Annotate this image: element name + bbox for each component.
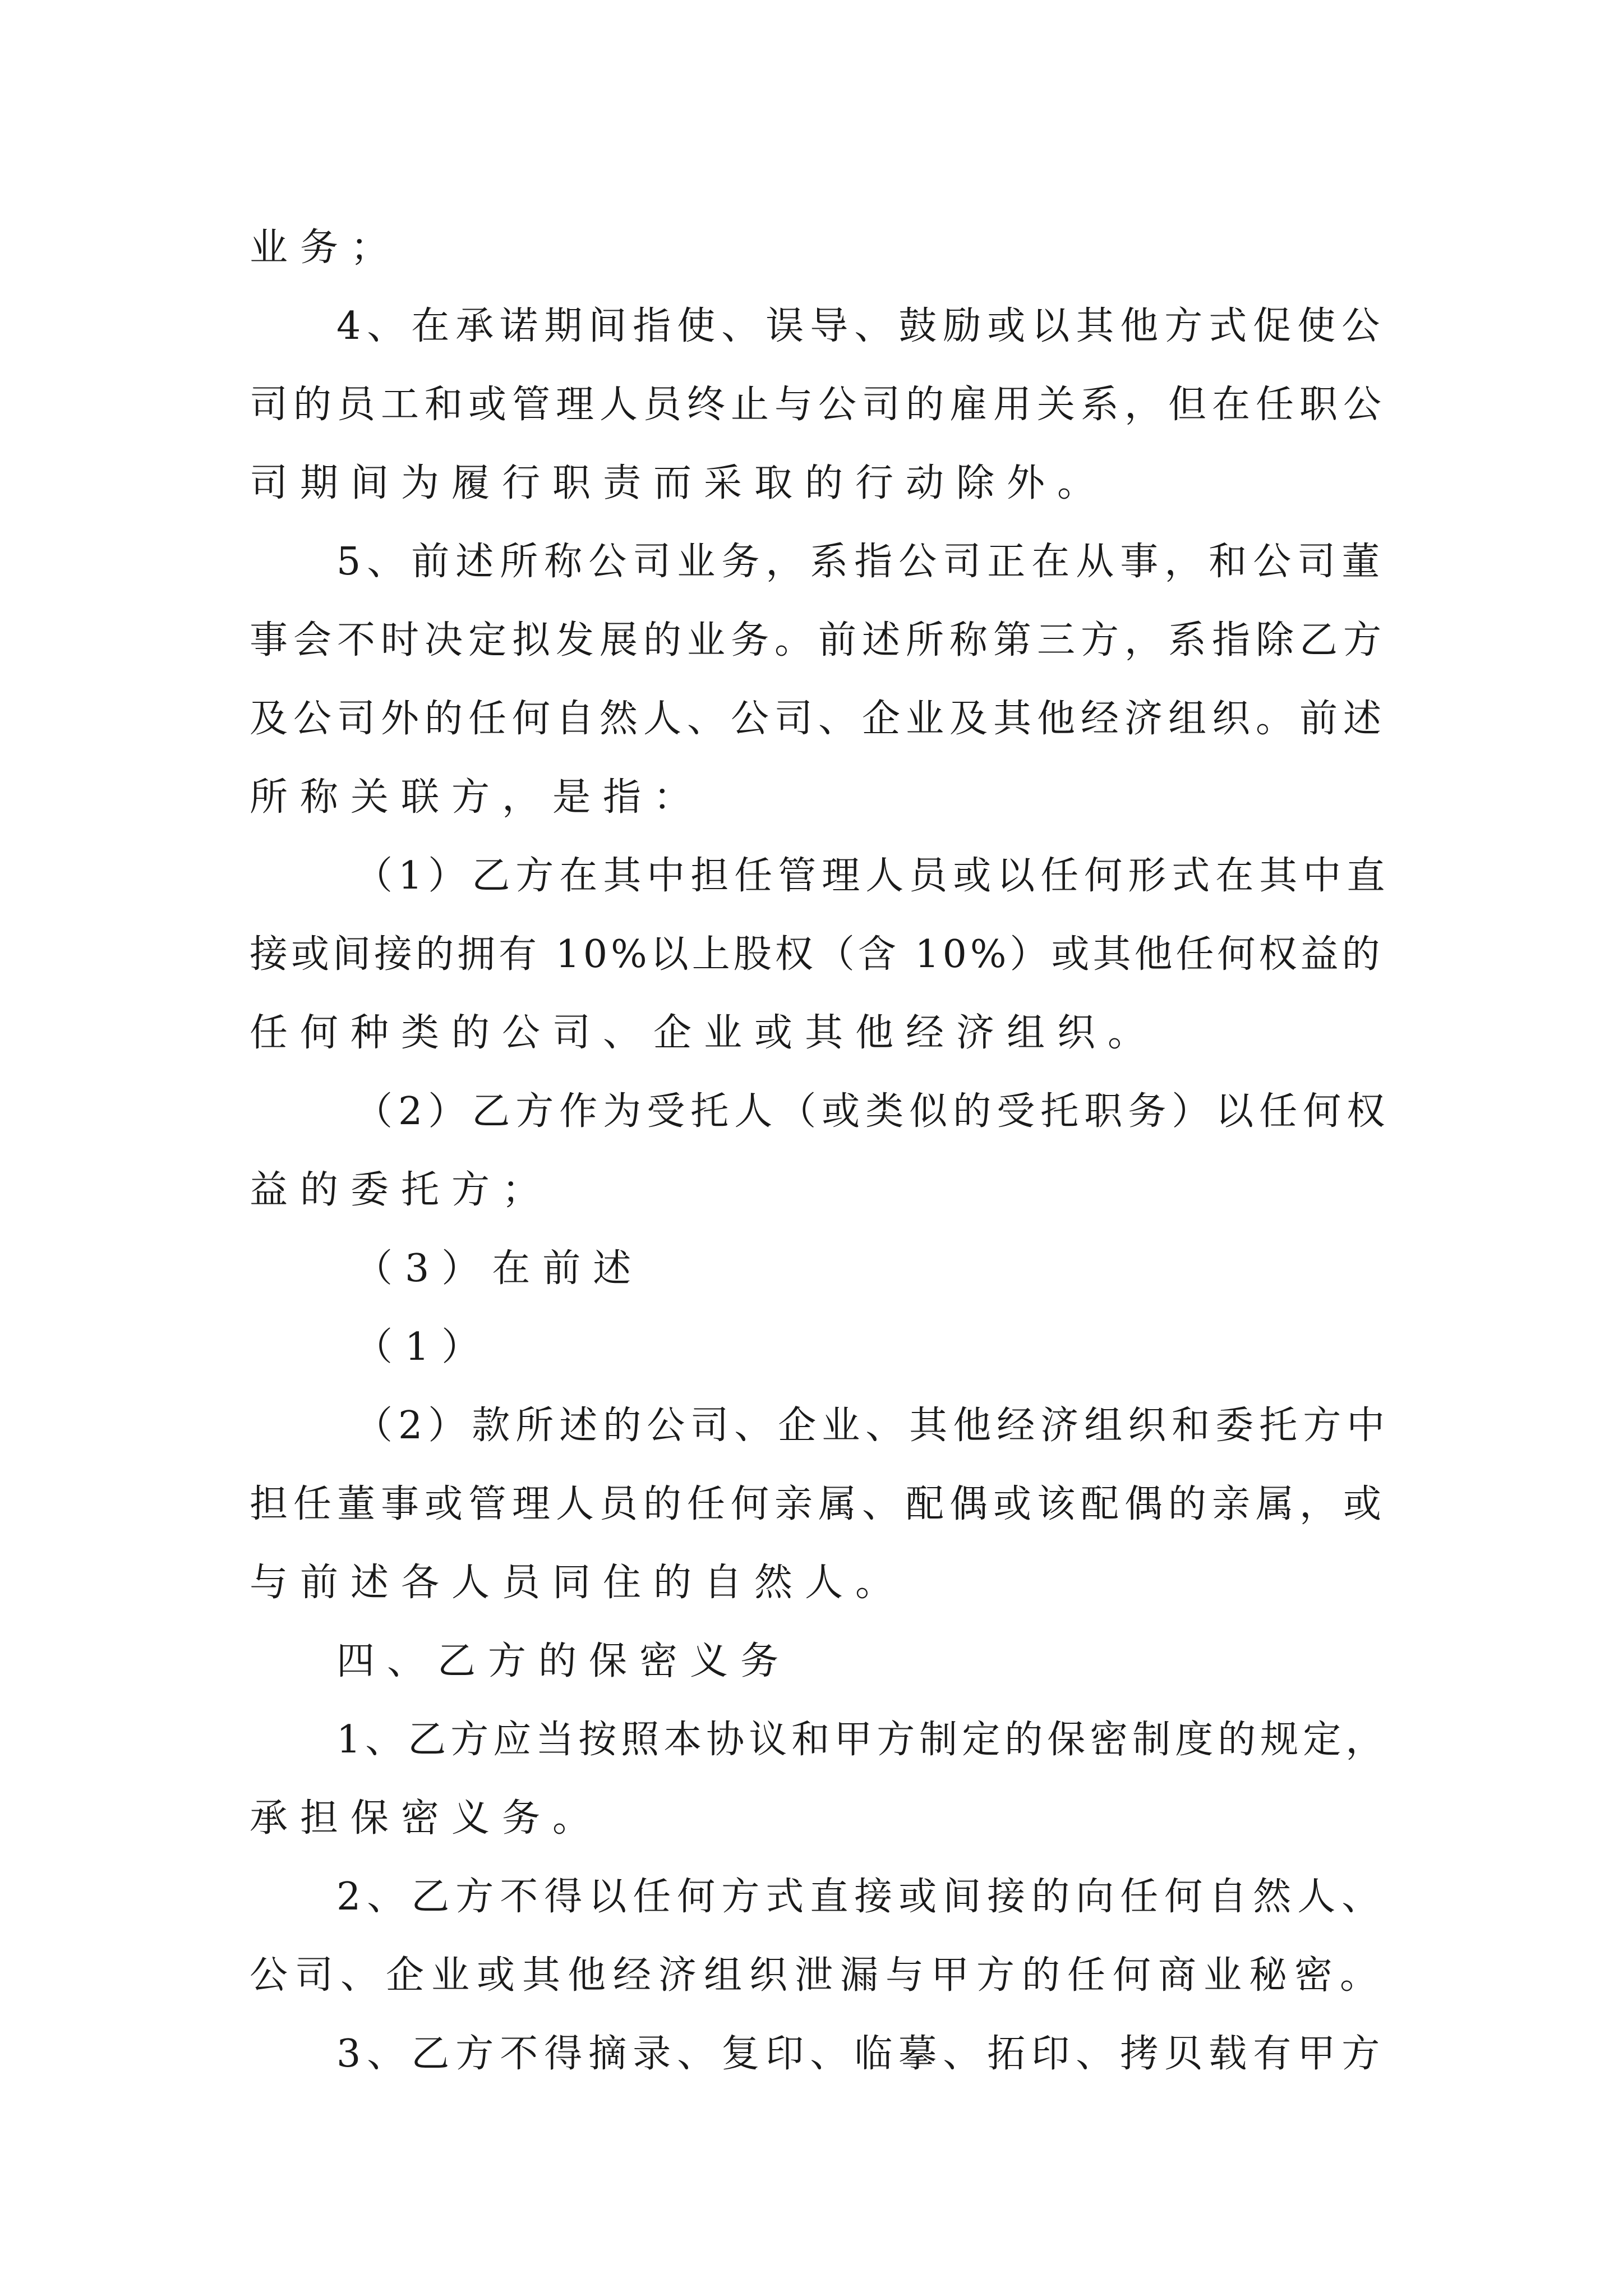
text-line-15: （1） (354, 1325, 492, 1369)
text-line-1: 业务； (250, 226, 402, 270)
text-line-11: 任何种类的公司、企业或其他经济组织。 (250, 1011, 1159, 1055)
text-line-16: （2）款所述的公司、企业、其他经济组织和委托方中 (354, 1404, 1391, 1448)
text-line-20: 1、乙方应当按照本协议和甲方制定的保密制度的规定， (336, 1718, 1389, 1762)
text-line-21: 承担保密义务。 (250, 1796, 603, 1841)
text-line-2: 4、在承诺期间指使、误导、鼓励或以其他方式促使公 (336, 304, 1386, 348)
text-line-18: 与前述各人员同住的自然人。 (250, 1561, 906, 1605)
text-line-14: （3）在前述 (354, 1246, 644, 1291)
text-line-7: 及公司外的任何自然人、公司、企业及其他经济组织。前述 (250, 697, 1387, 741)
text-line-17: 担任董事或管理人员的任何亲属、配偶或该配偶的亲属，或 (250, 1482, 1387, 1526)
text-line-10: 接或间接的拥有 10%以上股权（含 10%）或其他任何权益的 (250, 932, 1384, 977)
text-line-23: 公司、企业或其他经济组织泄漏与甲方的任何商业秘密。 (250, 1953, 1386, 1998)
text-line-4: 司期间为履行职责而采取的行动除外。 (250, 461, 1108, 505)
text-line-5: 5、前述所称公司业务，系指公司正在从事，和公司董 (336, 540, 1386, 584)
text-line-22: 2、乙方不得以任何方式直接或间接的向任何自然人、 (336, 1875, 1386, 1919)
text-line-3: 司的员工和或管理人员终止与公司的雇用关系，但在任职公 (250, 383, 1387, 427)
text-line-8: 所称关联方，是指： (250, 775, 704, 820)
text-line-13: 益的委托方； (250, 1168, 553, 1212)
text-line-9: （1）乙方在其中担任管理人员或以任何形式在其中直 (354, 854, 1391, 898)
text-line-12: （2）乙方作为受托人（或类似的受托职务）以任何权 (354, 1089, 1391, 1134)
text-line-24: 3、乙方不得摘录、复印、临摹、拓印、拷贝载有甲方 (336, 2032, 1386, 2076)
section-heading: 四、乙方的保密义务 (336, 1639, 791, 1683)
text-line-6: 事会不时决定拟发展的业务。前述所称第三方，系指除乙方 (250, 618, 1387, 662)
